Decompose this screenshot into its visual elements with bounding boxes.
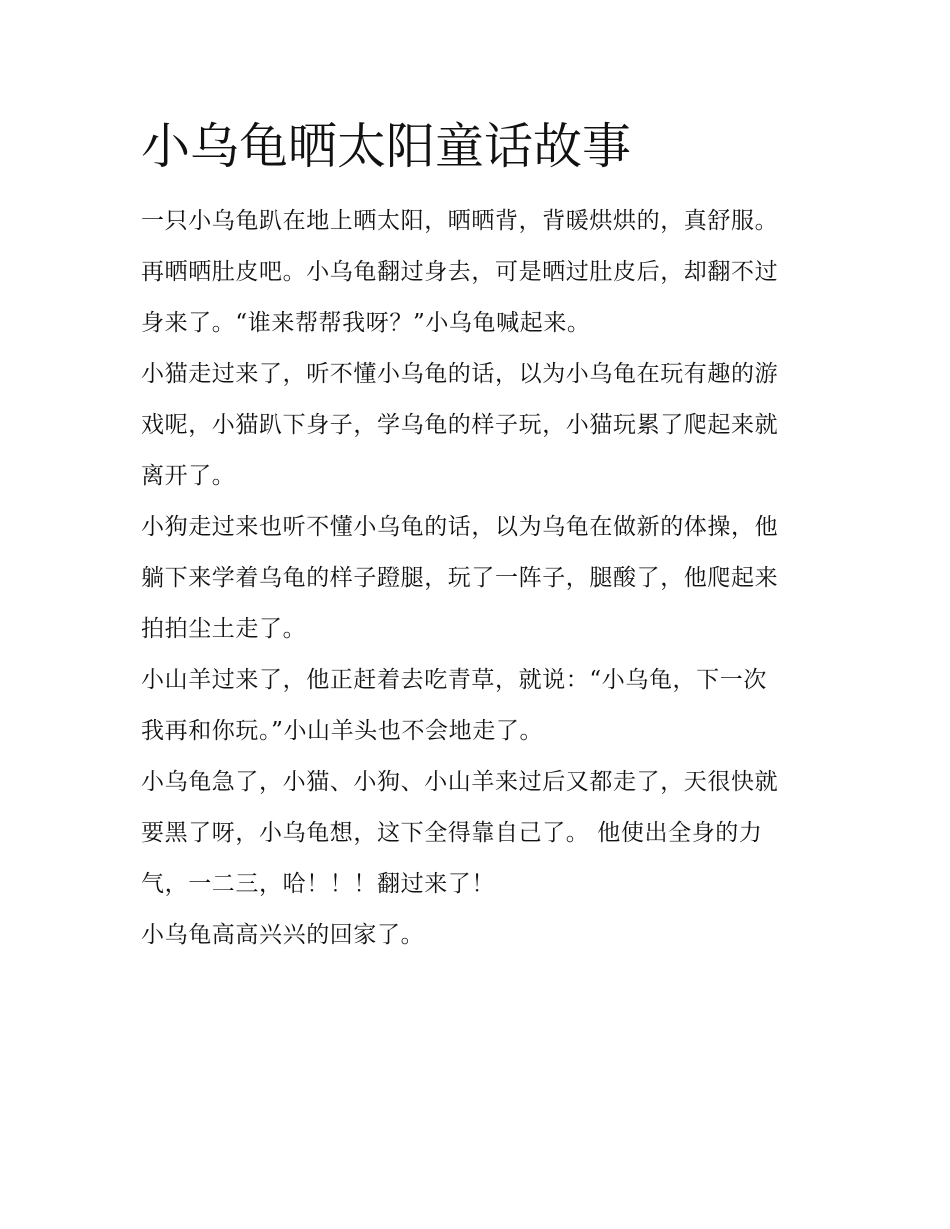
text-line: 离开了。 xyxy=(141,463,236,489)
text-line: 再晒晒肚皮吧。小乌龟翻过身去，可是晒过肚皮后，却翻不过 xyxy=(141,259,779,285)
text-line: 要黑了呀，小乌龟想，这下全得靠自己了。 他使出全身的力 xyxy=(141,820,763,846)
text-line: 拍拍尘土走了。 xyxy=(141,616,307,642)
text-line: 躺下来学着乌龟的样子蹬腿，玩了一阵子，腿酸了，他爬起来 xyxy=(141,565,779,591)
text-line: 小山羊过来了，他正赶着去吃青草，就说：“小乌龟，下一次 xyxy=(141,667,767,693)
paragraph-4 xyxy=(141,655,831,757)
paragraph-1 xyxy=(141,196,831,349)
text-line: 气，一二三，哈！！！翻过来了！ xyxy=(141,871,495,897)
text-line: 我再和你玩。”小山羊头也不会地走了。 xyxy=(141,718,544,744)
paragraph-2 xyxy=(141,349,831,502)
paragraph-6 xyxy=(141,910,831,961)
text-line: 戏呢，小猫趴下身子，学乌龟的样子玩，小猫玩累了爬起来就 xyxy=(141,412,779,438)
story-body xyxy=(141,196,831,961)
text-line: 小猫走过来了，听不懂小乌龟的话，以为小乌龟在玩有趣的游 xyxy=(141,361,779,387)
text-line: 一只小乌龟趴在地上晒太阳，晒晒背，背暖烘烘的，真舒服。 xyxy=(141,208,779,234)
text-line: 小狗走过来也听不懂小乌龟的话，以为乌龟在做新的体操，他 xyxy=(141,514,779,540)
text-line: 小乌龟高高兴兴的回家了。 xyxy=(141,922,425,948)
page-title: 小乌龟晒太阳童话故事 xyxy=(141,118,632,175)
paragraph-5 xyxy=(141,757,831,910)
text-line: 小乌龟急了，小猫、小狗、小山羊来过后又都走了，天很快就 xyxy=(141,769,779,795)
text-line: 身来了。“谁来帮帮我呀？”小乌龟喊起来。 xyxy=(141,310,591,336)
paragraph-3 xyxy=(141,502,831,655)
